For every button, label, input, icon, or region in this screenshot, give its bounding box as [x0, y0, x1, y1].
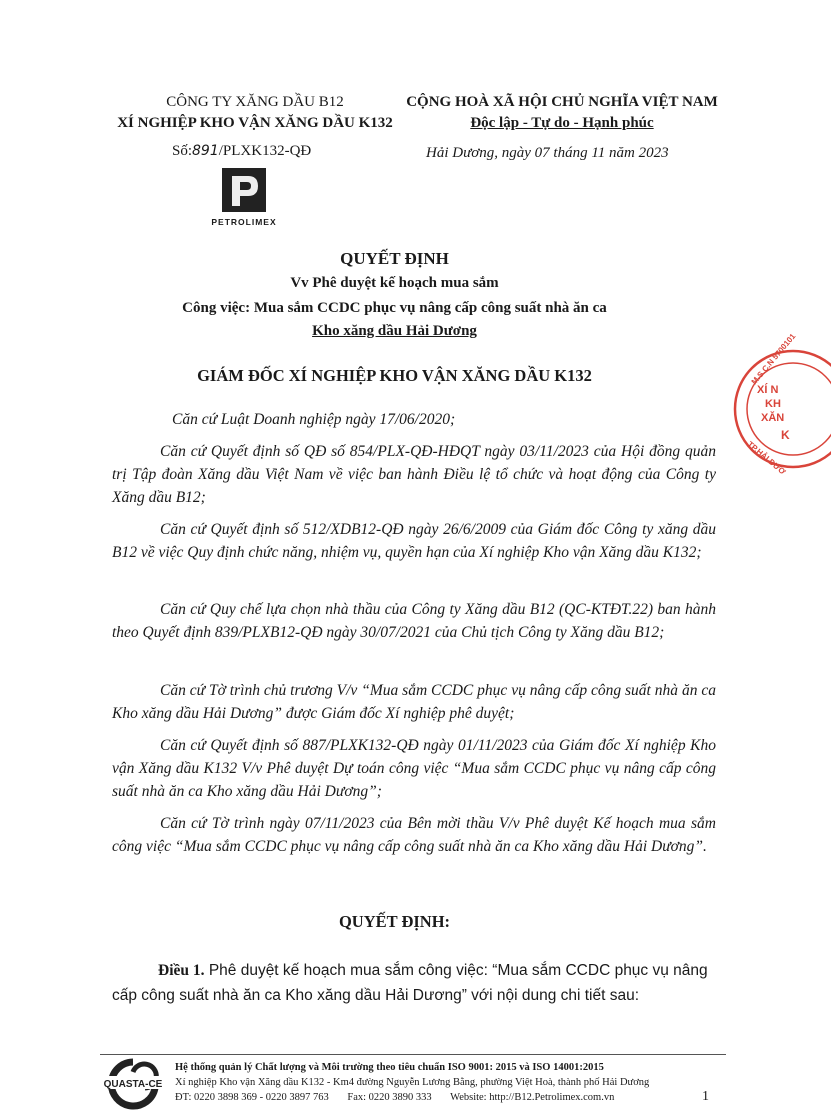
ground-5	[112, 734, 716, 803]
ground-text: Căn cứ Quy chế lựa chọn nhà thầu của Công ty Xăng dầu B12 (QC-KTĐT.22) ban hành theo Quyết định 839/PLXB12-QĐ ngày 30/07/2021 của Chủ tịch Công ty Xăng dầu B12;	[112, 601, 716, 641]
enterprise-name	[100, 113, 410, 134]
ground-text: Căn cứ Quyết định số QĐ số 854/PLX-QĐ-HĐQT ngày 03/11/2023 của Hội đồng quản trị Tập đoàn Xăng dầu Việt Nam về việc ban hành Điều lệ tổ chức và hoạt động của Công ty Xăng dầu B12;	[112, 443, 716, 506]
footer-website: Website: http://B12.Petrolimex.com.vn	[450, 1092, 615, 1103]
footer-contacts	[175, 1090, 735, 1105]
doc-number-suffix: /PLXK132-QĐ	[218, 143, 312, 159]
article-1	[112, 958, 716, 1008]
national-motto: Độc lập - Tự do - Hạnh phúc	[470, 115, 654, 131]
decision-heading: QUYẾT ĐỊNH:	[338, 912, 451, 931]
doc-number-handwritten: 891	[192, 143, 219, 159]
quasta-logo	[100, 1058, 166, 1108]
header-left	[100, 92, 410, 134]
country-name: CỘNG HOÀ XÃ HỘI CHỦ NGHĨA VIỆT NAM	[406, 94, 718, 110]
enterprise-name-text: XÍ NGHIỆP KHO VẬN XĂNG DẦU K132	[117, 115, 393, 131]
footer-address: Xí nghiệp Kho vận Xăng dầu K132 - Km4 đường Nguyễn Lương Bằng, phường Việt Hoà, thành phố Hải Dương	[175, 1077, 650, 1088]
decision-work-description: Công việc: Mua sắm CCDC phục vụ nâng cấp công suất nhà ăn ca	[182, 300, 607, 316]
ground-text: Căn cứ Tờ trình ngày 07/11/2023 của Bên mời thầu V/v Phê duyệt Kế hoạch mua sắm công việc “Mua sắm CCDC phục vụ nâng cấp công suất nhà ăn ca Kho xăng dầu Hải Dương”.	[112, 815, 716, 855]
ground-text: Căn cứ Luật Doanh nghiệp ngày 17/06/2020;	[172, 411, 456, 428]
ground-0	[112, 408, 716, 431]
decision-location-text: Kho xăng dầu Hải Dương	[312, 323, 477, 339]
ground-text: Căn cứ Quyết định số 887/PLXK132-QĐ ngày 01/11/2023 của Giám đốc Xí nghiệp Kho vận Xăng dầu K132 V/v Phê duyệt Dự toán công việc “Mua sắm CCDC phục vụ nâng cấp công suất nhà ăn ca Kho xăng dầu Hải Dương”;	[112, 737, 716, 800]
document-date: Hải Dương, ngày 07 tháng 11 năm 2023	[426, 145, 669, 161]
stamp-line-5: TP.HẢI DƯƠ	[745, 439, 788, 477]
footer-iso-line: Hệ thống quản lý Chất lượng và Môi trường theo tiêu chuẩn ISO 9001: 2015 và ISO 14001:2015	[175, 1062, 604, 1073]
ground-4	[112, 679, 716, 725]
petrolimex-wordmark: PETROLIMEX	[211, 217, 277, 227]
company-name: CÔNG TY XĂNG DẦU B12	[166, 94, 344, 110]
document-number	[172, 143, 311, 160]
footer-phone: ĐT: 0220 3898 369 - 0220 3897 763	[175, 1092, 329, 1103]
petrolimex-logo-icon	[222, 168, 266, 212]
ground-6	[112, 812, 716, 858]
article-1-text: Phê duyệt kế hoạch mua sắm công việc: “Mua sắm CCDC phục vụ nâng cấp công suất nhà ăn ca Kho xăng dầu Hải Dương” với nội dung chi tiết sau:	[112, 962, 708, 1004]
footer-fax: Fax: 0220 3890 333	[347, 1092, 432, 1103]
petrolimex-logo	[201, 168, 287, 230]
ground-text: Căn cứ Quyết định số 512/XDB12-QĐ ngày 26/6/2009 của Giám đốc Công ty xăng dầu B12 về việc Quy định chức năng, nhiệm vụ, quyền hạn của Xí nghiệp Kho vận Xăng dầu K132;	[112, 521, 716, 561]
page-number: 1	[702, 1089, 709, 1104]
doc-number-prefix: Số:	[172, 143, 193, 159]
decision-work-location	[0, 320, 789, 342]
ground-text: Căn cứ Tờ trình chủ trương V/v “Mua sắm CCDC phục vụ nâng cấp công suất nhà ăn ca Kho xăng dầu Hải Dương” được Giám đốc Xí nghiệp phê duyệt;	[112, 682, 716, 722]
red-seal-stamp	[731, 331, 831, 477]
stamp-line-2: KH	[765, 398, 781, 410]
header-right	[392, 92, 732, 134]
footer-info	[175, 1060, 735, 1105]
decision-subject: Vv Phê duyệt kế hoạch mua sắm	[290, 275, 499, 291]
footer-divider	[100, 1054, 726, 1055]
stamp-line-4: K	[781, 428, 790, 442]
ground-2	[112, 518, 716, 564]
director-heading: GIÁM ĐỐC XÍ NGHIỆP KHO VẬN XĂNG DẦU K132	[197, 366, 592, 385]
stamp-ring-text: M.S.C.N 5700101	[749, 331, 798, 387]
ground-3	[112, 598, 716, 644]
quasta-logo-text: QUASTA-CE	[103, 1079, 163, 1090]
stamp-line-3: XĂN	[761, 412, 785, 424]
decision-title: QUYẾT ĐỊNH	[340, 249, 449, 268]
stamp-line-1: XÍ N	[757, 384, 779, 396]
ground-1	[112, 440, 716, 509]
article-1-label: Điều 1.	[158, 962, 205, 979]
